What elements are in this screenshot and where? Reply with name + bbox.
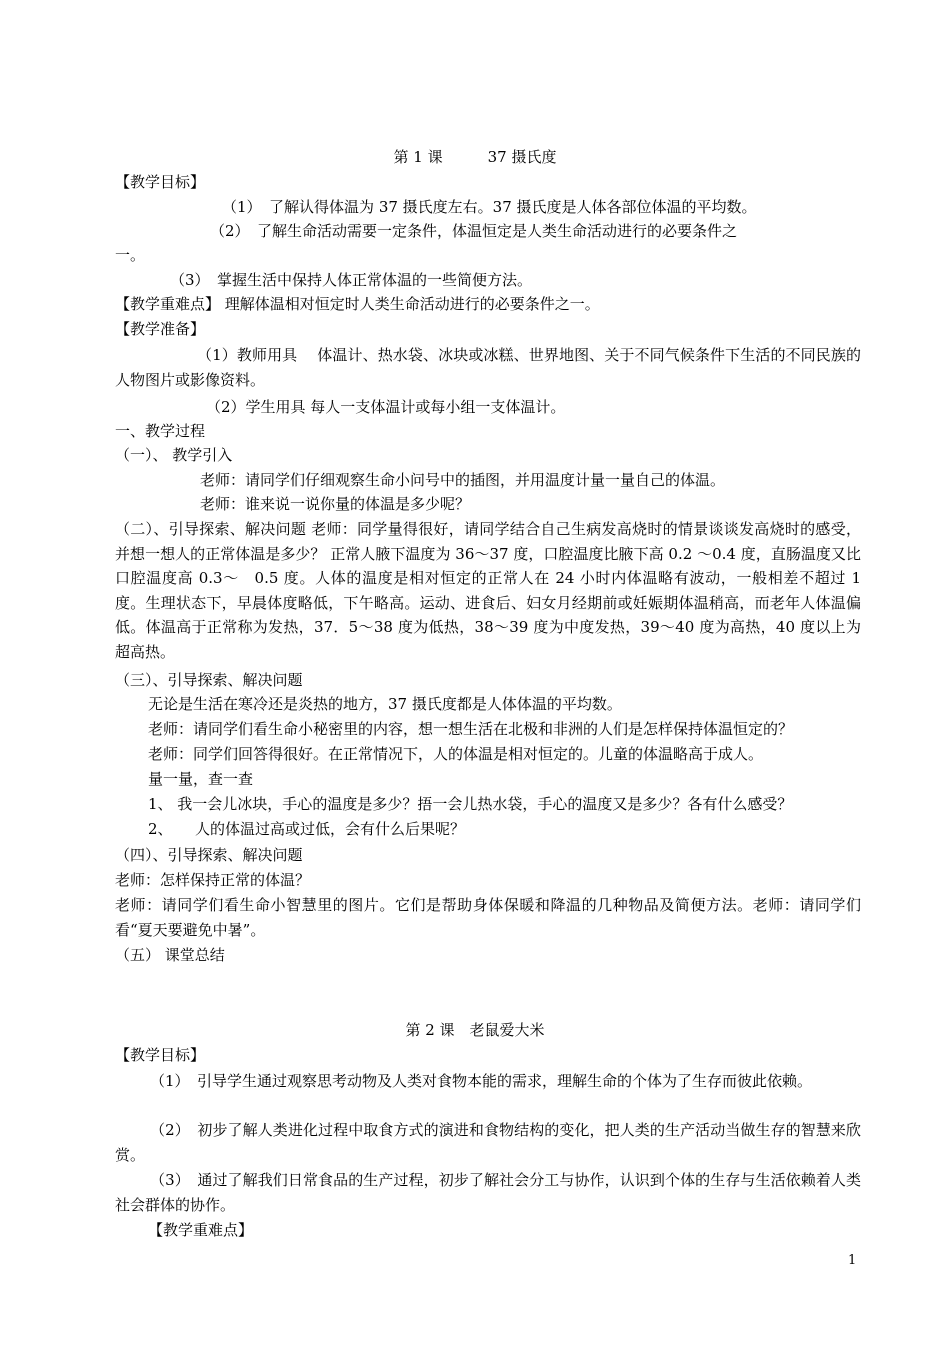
lesson2-goals-heading: 【教学目标】 <box>115 1046 206 1064</box>
section-3-line-2: 老师：请同学们看生命小秘密里的内容，想一想生活在北极和非洲的人们是怎样保持体温恒定的？ <box>148 720 794 738</box>
section-3-line-3: 老师：同学们回答得很好。在正常情况下，人的体温是相对恒定的。儿童的体温略高于成人。 <box>148 745 764 763</box>
section-4-line-1: 老师：怎样保持正常的体温？ <box>115 871 311 889</box>
section-3-line-5: 1、 我一会儿冰块，手心的温度是多少？捂一会儿热水袋，手心的温度又是多少？各有什么感受？ <box>148 795 793 813</box>
lesson1-goals-heading: 【教学目标】 <box>115 173 206 191</box>
lesson1-goal-3: （3） 掌握生活中保持人体正常体温的一些简便方法。 <box>170 271 533 289</box>
lesson1-goal-1: （1） 了解认得体温为 37 摄氏度左右。37 摄氏度是人体各部位体温的平均数。 <box>222 198 757 216</box>
lesson1-goal-2: （2） 了解生命活动需要一定条件，体温恒定是人类生命活动进行的必要条件之 <box>210 222 738 240</box>
lesson2-goal-3: （3） 通过了解我们日常食品的生产过程，初步了解社会分工与协作，认识到个体的生存与生活依赖着人类社会群体的协作。 <box>115 1171 861 1214</box>
section-1-teacher-1: 老师：请同学们仔细观察生命小问号中的插图，并用温度计量一量自己的体温。 <box>200 471 726 489</box>
section-1-teacher-2: 老师：谁来说一说你量的体温是多少呢？ <box>200 495 471 513</box>
lesson1-key-points: 【教学重难点】 理解体温相对恒定时人类生命活动进行的必要条件之一。 <box>115 295 600 313</box>
lesson1-prep-1: （1）教师用具 体温计、热水袋、冰块或冰糕、世界地图、关于不同气候条件下生活的不同民族的人物图片或影像资料。 <box>115 346 861 389</box>
section-3-line-6: 2、 人的体温过高或过低，会有什么后果呢？ <box>148 820 466 838</box>
section-3-heading: （三）、引导探索、解决问题 <box>115 671 303 689</box>
lesson2-goal-2: （2） 初步了解人类进化过程中取食方式的演进和食物结构的变化，把人类的生产活动当做生存的智慧来欣赏。 <box>115 1121 861 1164</box>
section-1-heading: （一）、 教学引入 <box>115 446 233 464</box>
page-number: 1 <box>848 1253 857 1268</box>
lesson1-goal-2-continued: 一。 <box>115 246 146 264</box>
process-heading: 一、教学过程 <box>115 422 206 440</box>
lesson1-prep-2: （2）学生用具 每人一支体温计或每小组一支体温计。 <box>206 398 566 416</box>
section-2-paragraph: （二）、引导探索、解决问题 老师：同学量得很好，请同学结合自己生病发高烧时的情景谈谈发高烧时的感受，并想一想人的正常体温是多少？ 正常人腋下温度为 36～37 度，口腔温度比腋下高 0.2 ～0.4 度，直肠温度又比口腔温度高 0.3～ 0.5 度。人体的温度是相对恒定的正常人在 24 小时内体温略有波动，一般相差不超过 1 度。生理状态下，早晨体度略低，下午略高。运动、进食后、妇女月经期前或妊娠期体温稍高，而老年人体温偏低。体温高于正常称为发热，37．5～38 度为低热，38～39 度为中度发热，39～40 度为高热，40 度以上为超高热。 <box>115 520 861 661</box>
lesson2-goal-1: （1） 引导学生通过观察思考动物及人类对食物本能的需求，理解生命的个体为了生存而彼此依赖。 <box>150 1072 813 1090</box>
section-3-line-4: 量一量，查一查 <box>148 770 254 788</box>
section-3-line-1: 无论是生活在寒冷还是炎热的地方，37 摄氏度都是人体体温的平均数。 <box>148 695 622 713</box>
lesson1-prep-heading: 【教学准备】 <box>115 320 206 338</box>
lesson2-key-points-heading: 【教学重难点】 <box>148 1221 254 1239</box>
lesson2-title: 第 2 课 老鼠爱大米 <box>405 1021 545 1039</box>
section-5-heading: （五） 课堂总结 <box>115 946 225 964</box>
section-4-paragraph: 老师：请同学们看生命小智慧里的图片。它们是帮助身体保暖和降温的几种物品及简便方法。老师：请同学们看“夏天要避免中暑”。 <box>115 896 861 939</box>
section-4-heading: （四）、引导探索、解决问题 <box>115 846 303 864</box>
lesson1-title: 第 1 课 37 摄氏度 <box>393 148 557 166</box>
